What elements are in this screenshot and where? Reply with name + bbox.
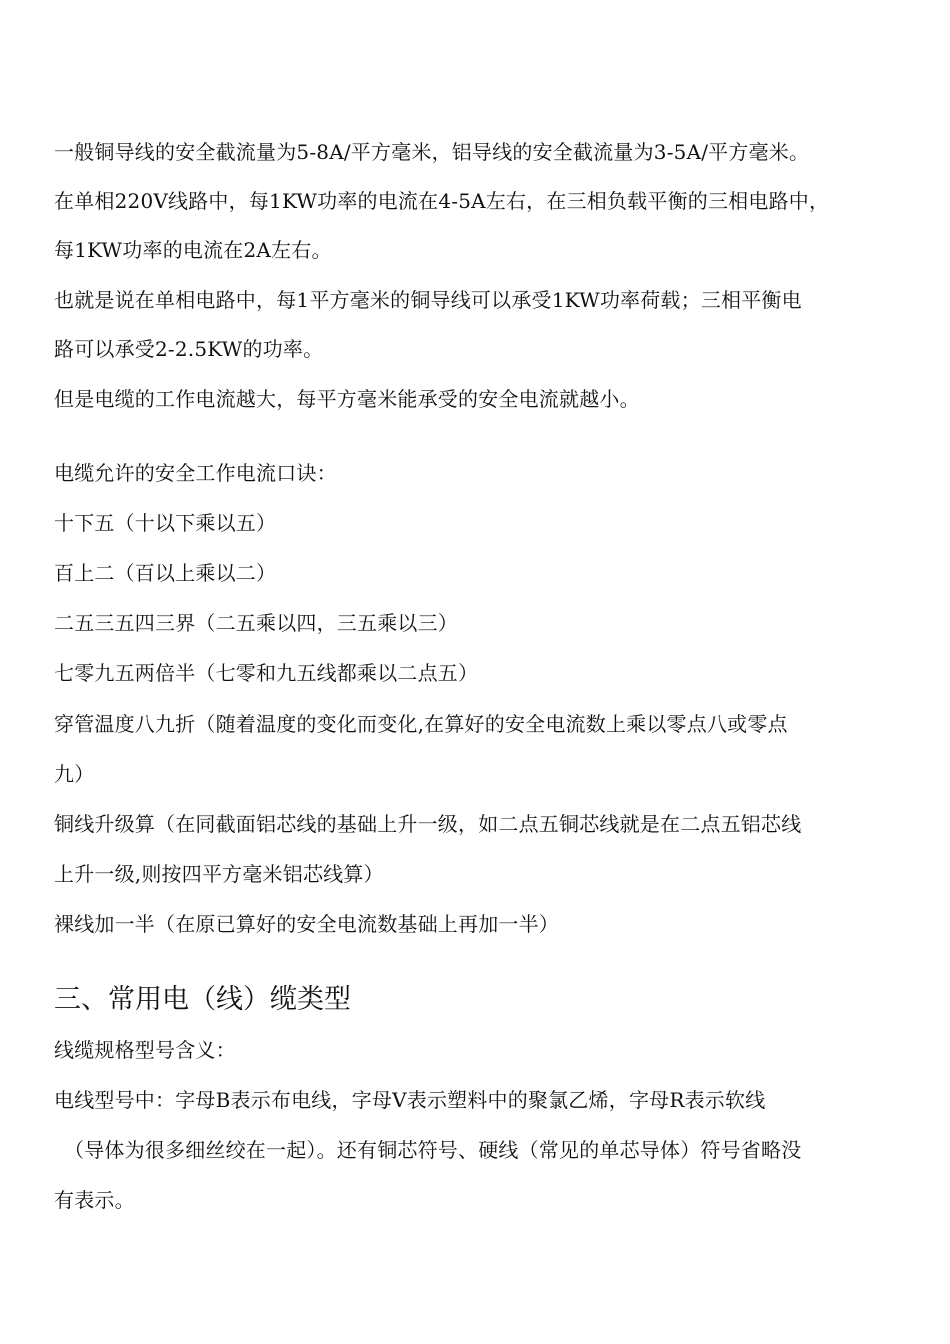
section-heading: 三、常用电（线）缆类型 [54, 984, 351, 1015]
paragraph-line: 在单相220V线路中，每1KW功率的电流在4-5A左右，在三相负载平衡的三相电路中， [54, 189, 830, 213]
paragraph-line: 每1KW功率的电流在2A左右。 [54, 238, 332, 262]
paragraph-line: 路可以承受2-2.5KW的功率。 [54, 337, 324, 361]
section-line: 有表示。 [54, 1188, 135, 1212]
formula-title: 电缆允许的安全工作电流口诀： [54, 461, 337, 485]
paragraph-line: 也就是说在单相电路中，每1平方毫米的铜导线可以承受1KW功率荷载；三相平衡电 [54, 288, 802, 312]
formula-line: 二五三五四三界（二五乘以四，三五乘以三） [54, 611, 458, 635]
formula-line: 百上二（百以上乘以二） [54, 561, 277, 585]
paragraph-line: 一般铜导线的安全截流量为5-8A/平方毫米，铝导线的安全截流量为3-5A/平方毫米。 [54, 140, 810, 164]
section-line: （导体为很多细丝绞在一起）。还有铜芯符号、硬线（常见的单芯导体）符号省略没 [64, 1138, 802, 1162]
section-line: 线缆规格型号含义： [54, 1038, 236, 1062]
paragraph-line: 但是电缆的工作电流越大，每平方毫米能承受的安全电流就越小。 [54, 387, 640, 411]
formula-line: 七零九五两倍半（七零和九五线都乘以二点五） [54, 661, 479, 685]
section-line: 电线型号中：字母B表示布电线，字母V表示塑料中的聚氯乙烯，字母R表示软线 [54, 1088, 766, 1112]
formula-line: 九） [54, 762, 95, 786]
formula-line: 上升一级,则按四平方毫米铝芯线算） [54, 862, 384, 886]
formula-line: 铜线升级算（在同截面铝芯线的基础上升一级，如二点五铜芯线就是在二点五铝芯线 [54, 812, 802, 836]
formula-line: 十下五（十以下乘以五） [54, 511, 277, 535]
formula-line: 穿管温度八九折（随着温度的变化而变化,在算好的安全电流数上乘以零点八或零点 [54, 712, 788, 736]
formula-line: 裸线加一半（在原已算好的安全电流数基础上再加一半） [54, 912, 559, 936]
